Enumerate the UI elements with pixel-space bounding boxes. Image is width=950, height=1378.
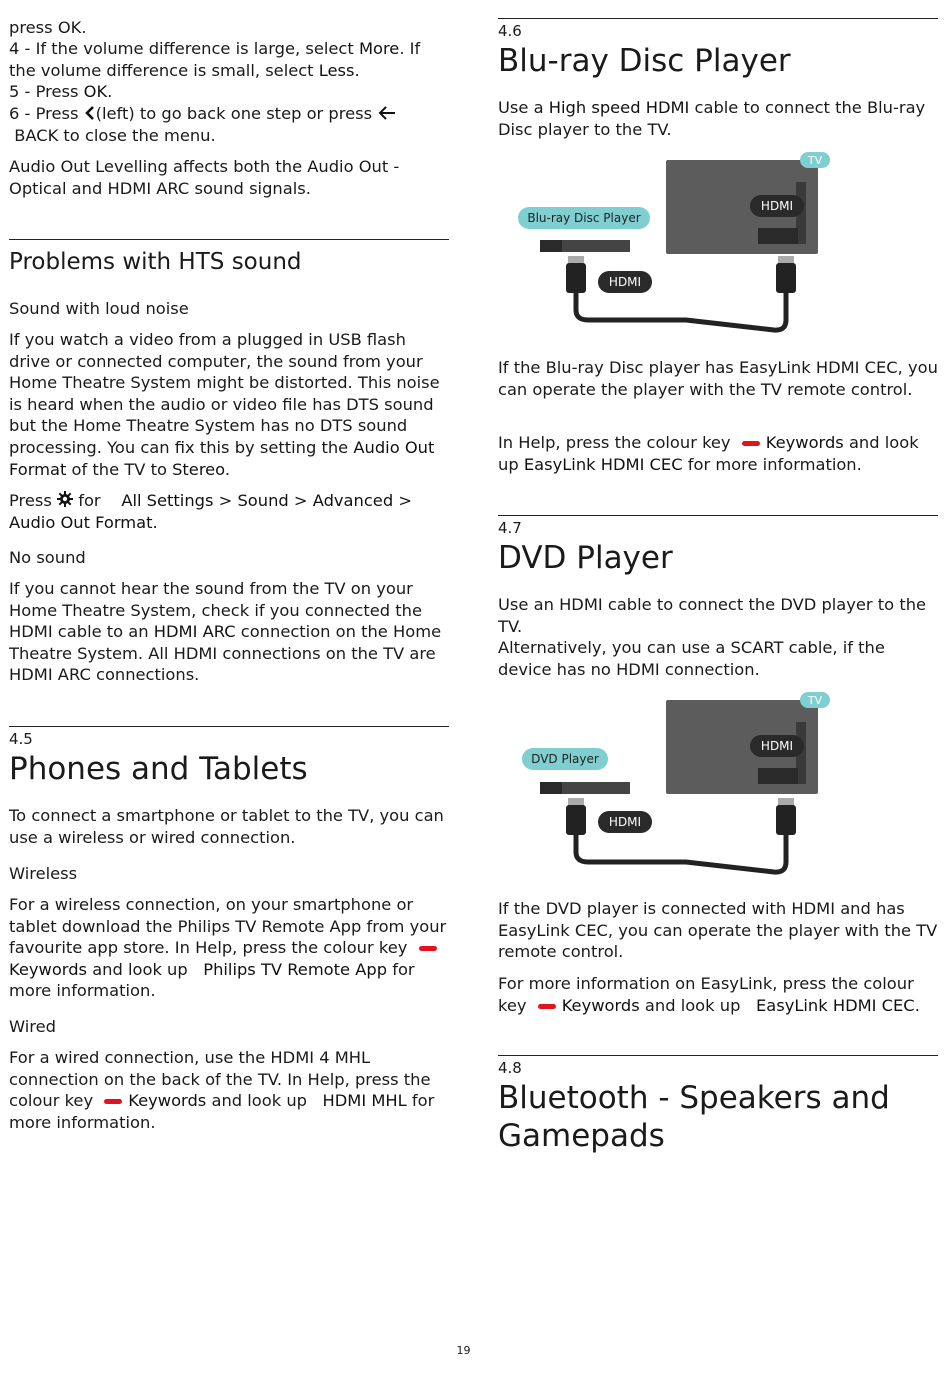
section-divider [498,18,938,19]
subheading-no-sound: No sound [9,548,86,567]
bluray-help-text: In Help, press the colour key Keywords and look up EasyLink HDMI CEC for more information. [498,433,919,474]
cable-plug [566,805,586,835]
tv-hdmi-port [758,228,798,244]
tv-hdmi-port [758,768,798,784]
no-sound-text: If you cannot hear the sound from the TV on your Home Theatre System, check if you connected the HDMI cable to an HDMI ARC connection on the Home Theatre System. All HDMI connections on the TV are HDMI ARC connections. [9,579,442,685]
dvd-section-title: DVD Player [498,540,673,576]
subheading-wireless: Wireless [9,864,78,883]
step-6: 6 - Press (left) to go back one step or press BACK to close the menu. [9,103,449,147]
tv-label: TV [807,694,823,707]
section-number: 4.7 [498,519,522,537]
section-number: 4.6 [498,22,522,40]
tv-port-label: HDMI [760,739,794,753]
hdmi-cable [576,835,786,872]
wireless-text: For a wireless connection, on your smartphone or tablet download the Philips TV Remote App from your favourite app store. In Help, press the colour key Keywords and look up Philips TV Remote App for more information. [9,895,447,1001]
dvd-more-info: For more information on EasyLink, press the colour key Keywords and look up EasyLink HDMI CEC. [498,974,920,1015]
section-divider [9,726,449,727]
dvd-intro: Use an HDMI cable to connect the DVD player to the TV. [498,595,927,636]
bluray-connection-diagram [516,150,836,340]
gear-icon [57,491,73,513]
red-key-icon [419,946,437,951]
step-5: 5 - Press OK. [9,82,113,101]
wired-text: For a wired connection, use the HDMI 4 MHL connection on the back of the TV. In Help, press the colour key Keywords and look up HDMI MHL for more information. [9,1048,435,1132]
phones-intro: To connect a smartphone or tablet to the TV, you can use a wireless or wired connection. [9,806,444,847]
section-number: 4.5 [9,730,33,748]
back-arrow-icon [377,104,397,126]
levelling-note: Audio Out Levelling affects both the Audio Out - Optical and HDMI ARC sound signals. [9,157,400,198]
cable-plug [776,805,796,835]
dvd-scart-text: Alternatively, you can use a SCART cable, if the device has no HDMI connection. [498,638,885,679]
subheading-loud-noise: Sound with loud noise [9,299,189,318]
cable-plug [776,263,796,293]
hts-section-title: Problems with HTS sound [9,249,302,275]
tv-port-label: HDMI [760,199,794,213]
section-number: 4.8 [498,1059,522,1077]
step-text: press OK. [9,18,87,37]
hdmi-cable [576,293,786,330]
device-label: Blu-ray Disc Player [527,211,641,225]
cable-label: HDMI [608,275,642,289]
dvd-connection-diagram [516,690,836,880]
phones-section-title: Phones and Tablets [9,751,308,787]
tv-label: TV [807,154,823,167]
bluray-easylink-text: If the Blu-ray Disc player has EasyLink HDMI CEC, you can operate the player with the TV remote control. [498,358,938,399]
red-key-icon [742,441,760,446]
section-divider [498,1055,938,1056]
bluray-section-title: Blu-ray Disc Player [498,43,791,79]
bluetooth-section-title: Bluetooth - Speakers and Gamepads [498,1080,890,1154]
section-divider [498,515,938,516]
red-key-icon [104,1099,122,1104]
bluray-intro: Use a High speed HDMI cable to connect the Blu-ray Disc player to the TV. [498,98,926,139]
device-label: DVD Player [531,752,599,766]
section-divider [9,239,449,240]
subheading-wired: Wired [9,1017,56,1036]
loud-noise-text: If you watch a video from a plugged in USB flash drive or connected computer, the sound from your Home Theatre System might be distorted. This noise is heard when the audio or video file has DTS sound but the Home Theatre System has no DTS sound processing. You can fix this by setting the Audio Out Format of the TV to Stereo. [9,330,440,479]
step-4: 4 - If the volume difference is large, select More. If the volume difference is small, select Less. [9,39,421,80]
red-key-icon [538,1004,556,1009]
settings-path: Press for All Settings > Sound > Advanced > Audio Out Format. [9,491,412,533]
dvd-easylink-text: If the DVD player is connected with HDMI and has EasyLink CEC, you can operate the player with the TV remote control. [498,899,938,962]
page-number: 19 [456,1344,471,1357]
cable-plug [566,263,586,293]
cable-label: HDMI [608,815,642,829]
chevron-left-icon [84,104,96,126]
